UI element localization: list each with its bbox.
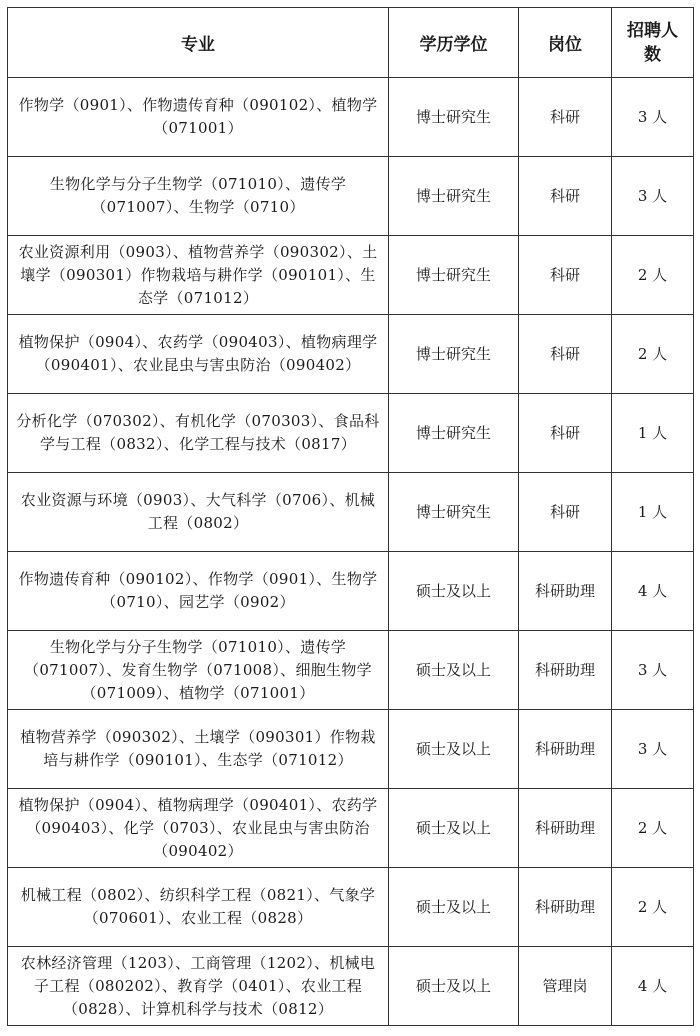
count-cell: 4 人 xyxy=(612,947,694,1026)
table-row xyxy=(8,157,694,236)
position-cell: 科研 xyxy=(519,78,612,157)
major-cell: 机械工程（0802）、纺织科学工程（0821）、气象学（070601）、农业工程（0828） xyxy=(8,868,389,947)
position-cell: 科研助理 xyxy=(519,868,612,947)
degree-cell: 硕士及以上 xyxy=(389,868,519,947)
header-count xyxy=(612,8,694,78)
degree-cell: 博士研究生 xyxy=(389,315,519,394)
major-cell: 生物化学与分子生物学（071010）、遗传学（071007）、生物学（0710） xyxy=(8,157,389,236)
header-row xyxy=(8,8,694,78)
count-cell: 1 人 xyxy=(612,394,694,473)
major-cell: 农林经济管理（1203）、工商管理（1202）、机械电子工程（080202）、教育学（0401）、农业工程（0828）、计算机科学与技术（0812） xyxy=(8,947,389,1026)
count-cell: 3 人 xyxy=(612,631,694,710)
table-row xyxy=(8,631,694,710)
position-cell: 科研助理 xyxy=(519,631,612,710)
table-row xyxy=(8,947,694,1026)
degree-cell: 博士研究生 xyxy=(389,78,519,157)
count-cell: 2 人 xyxy=(612,789,694,868)
recruitment-table xyxy=(7,7,694,1026)
table-row xyxy=(8,394,694,473)
table-row xyxy=(8,868,694,947)
degree-cell: 硕士及以上 xyxy=(389,552,519,631)
degree-cell: 博士研究生 xyxy=(389,236,519,315)
position-cell: 科研 xyxy=(519,394,612,473)
count-cell: 2 人 xyxy=(612,315,694,394)
position-cell: 科研 xyxy=(519,236,612,315)
major-cell: 农业资源利用（0903）、植物营养学（090302）、土壤学（090301）作物栽培与耕作学（090101）、生态学（071012） xyxy=(8,236,389,315)
degree-cell: 硕士及以上 xyxy=(389,631,519,710)
position-cell: 科研 xyxy=(519,473,612,552)
table-row xyxy=(8,473,694,552)
position-cell: 科研助理 xyxy=(519,710,612,789)
table-body xyxy=(8,78,694,1026)
position-cell: 科研助理 xyxy=(519,789,612,868)
degree-cell: 博士研究生 xyxy=(389,157,519,236)
major-cell: 作物学（0901）、作物遗传育种（090102）、植物学（071001） xyxy=(8,78,389,157)
position-cell: 科研 xyxy=(519,315,612,394)
major-cell: 生物化学与分子生物学（071010）、遗传学（071007）、发育生物学（071008）、细胞生物学（071009）、植物学（071001） xyxy=(8,631,389,710)
count-cell: 2 人 xyxy=(612,236,694,315)
header-degree: 学历学位 xyxy=(389,8,519,78)
degree-cell: 硕士及以上 xyxy=(389,947,519,1026)
count-cell: 1 人 xyxy=(612,473,694,552)
count-cell: 3 人 xyxy=(612,157,694,236)
count-cell: 3 人 xyxy=(612,710,694,789)
degree-cell: 硕士及以上 xyxy=(389,789,519,868)
table-row xyxy=(8,236,694,315)
position-cell: 管理岗 xyxy=(519,947,612,1026)
count-cell: 3 人 xyxy=(612,78,694,157)
count-cell: 2 人 xyxy=(612,868,694,947)
degree-cell: 博士研究生 xyxy=(389,394,519,473)
major-cell: 分析化学（070302）、有机化学（070303）、食品科学与工程（0832）、化学工程与技术（0817） xyxy=(8,394,389,473)
major-cell: 农业资源与环境（0903）、大气科学（0706）、机械工程（0802） xyxy=(8,473,389,552)
major-cell: 植物保护（0904）、植物病理学（090401）、农药学（090403）、化学（0703）、农业昆虫与害虫防治（090402） xyxy=(8,789,389,868)
header-major: 专业 xyxy=(8,8,389,78)
table-row xyxy=(8,78,694,157)
position-cell: 科研 xyxy=(519,157,612,236)
major-cell: 植物保护（0904）、农药学（090403）、植物病理学（090401）、农业昆虫与害虫防治（090402） xyxy=(8,315,389,394)
table-row xyxy=(8,552,694,631)
count-cell: 4 人 xyxy=(612,552,694,631)
table-row xyxy=(8,710,694,789)
table-row xyxy=(8,315,694,394)
header-position: 岗位 xyxy=(519,8,612,78)
degree-cell: 硕士及以上 xyxy=(389,710,519,789)
table-row xyxy=(8,789,694,868)
header-count-label: 招聘人数 xyxy=(627,20,678,65)
major-cell: 作物遗传育种（090102）、作物学（0901）、生物学（0710）、园艺学（0902） xyxy=(8,552,389,631)
position-cell: 科研助理 xyxy=(519,552,612,631)
degree-cell: 博士研究生 xyxy=(389,473,519,552)
major-cell: 植物营养学（090302）、土壤学（090301）作物栽培与耕作学（090101）、生态学（071012） xyxy=(8,710,389,789)
